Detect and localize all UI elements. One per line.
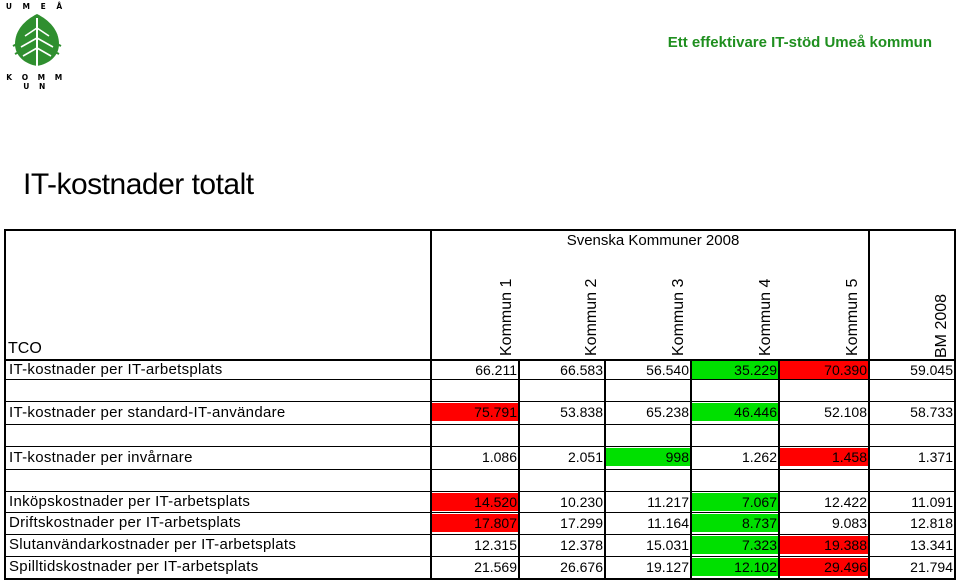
- header-title: Ett effektivare IT-stöd Umeå kommun: [667, 34, 932, 51]
- value-cell: 12.818: [910, 515, 953, 531]
- value-cell: 66.211: [475, 362, 517, 378]
- value-cell: 26.676: [560, 559, 603, 575]
- value-cell: 56.540: [646, 362, 689, 378]
- value-cell: 12.102: [692, 558, 778, 576]
- row-label: IT-kostnader per invårnare: [9, 449, 193, 466]
- value-cell: 2.051: [567, 449, 603, 465]
- column-header-kommun-2: Kommun 2: [583, 278, 600, 356]
- value-cell: 13.341: [910, 537, 953, 553]
- value-cell: 11.217: [647, 494, 689, 510]
- row-label: Spilltidskostnader per IT-arbetsplats: [9, 558, 259, 575]
- value-cell: 70.390: [780, 361, 868, 379]
- value-cell: 58.733: [910, 404, 953, 420]
- value-cell: 29.496: [780, 558, 868, 576]
- column-header-kommun-5: Kommun 5: [844, 278, 861, 356]
- value-cell: 1.086: [481, 449, 517, 465]
- value-cell: 1.262: [741, 449, 777, 465]
- value-cell: 35.229: [692, 361, 778, 379]
- group-label: Svenska Kommuner 2008: [566, 232, 740, 249]
- value-cell: 65.238: [646, 404, 689, 420]
- value-cell: 12.315: [474, 537, 517, 553]
- value-cell: 19.127: [646, 559, 689, 575]
- row-label: Slutanvändarkostnader per IT-arbetsplats: [9, 536, 297, 553]
- value-cell: 21.569: [474, 559, 517, 575]
- row-label: IT-kostnader per IT-arbetsplats: [9, 361, 223, 378]
- value-cell: 17.807: [432, 514, 518, 532]
- value-cell: 10.230: [560, 494, 603, 510]
- value-cell: 9.083: [831, 515, 867, 531]
- value-cell: 17.299: [560, 515, 603, 531]
- column-header-kommun-3: Kommun 3: [670, 278, 687, 356]
- value-cell: 46.446: [692, 403, 778, 421]
- value-cell: 998: [606, 448, 690, 466]
- value-cell: 11.091: [911, 494, 953, 510]
- value-cell: 75.791: [432, 403, 518, 421]
- value-cell: 15.031: [646, 537, 689, 553]
- value-cell: 66.583: [560, 362, 603, 378]
- value-cell: 14.520: [432, 493, 518, 511]
- value-cell: 8.737: [692, 514, 778, 532]
- value-cell: 12.378: [560, 537, 603, 553]
- row-label: Inköpskostnader per IT-arbetsplats: [9, 493, 251, 510]
- umea-kommun-logo: [4, 0, 68, 91]
- page-title: IT-kostnader totalt: [23, 168, 254, 201]
- row-label: IT-kostnader per standard-IT-användare: [9, 404, 286, 421]
- value-cell: 21.794: [910, 559, 953, 575]
- birch-leaf-icon: [9, 10, 65, 70]
- value-cell: 1.371: [917, 449, 953, 465]
- value-cell: 19.388: [780, 536, 868, 554]
- value-cell: 12.422: [824, 494, 867, 510]
- logo-bottom-text: K O M M U N: [6, 73, 66, 91]
- value-cell: 11.164: [647, 515, 689, 531]
- corner-label: TCO: [8, 340, 42, 357]
- column-header-kommun-4: Kommun 4: [757, 278, 774, 356]
- value-cell: 7.323: [692, 536, 778, 554]
- value-cell: 59.045: [910, 362, 953, 378]
- row-label: Driftskostnader per IT-arbetsplats: [9, 514, 241, 531]
- value-cell: 52.108: [824, 404, 867, 420]
- value-cell: 53.838: [560, 404, 603, 420]
- value-cell: 1.458: [780, 448, 868, 466]
- column-header-kommun-1: Kommun 1: [498, 278, 515, 356]
- column-header-bm-2008: BM 2008: [933, 293, 950, 358]
- logo-top-text: U M E Å: [5, 2, 67, 11]
- value-cell: 7.067: [692, 493, 778, 511]
